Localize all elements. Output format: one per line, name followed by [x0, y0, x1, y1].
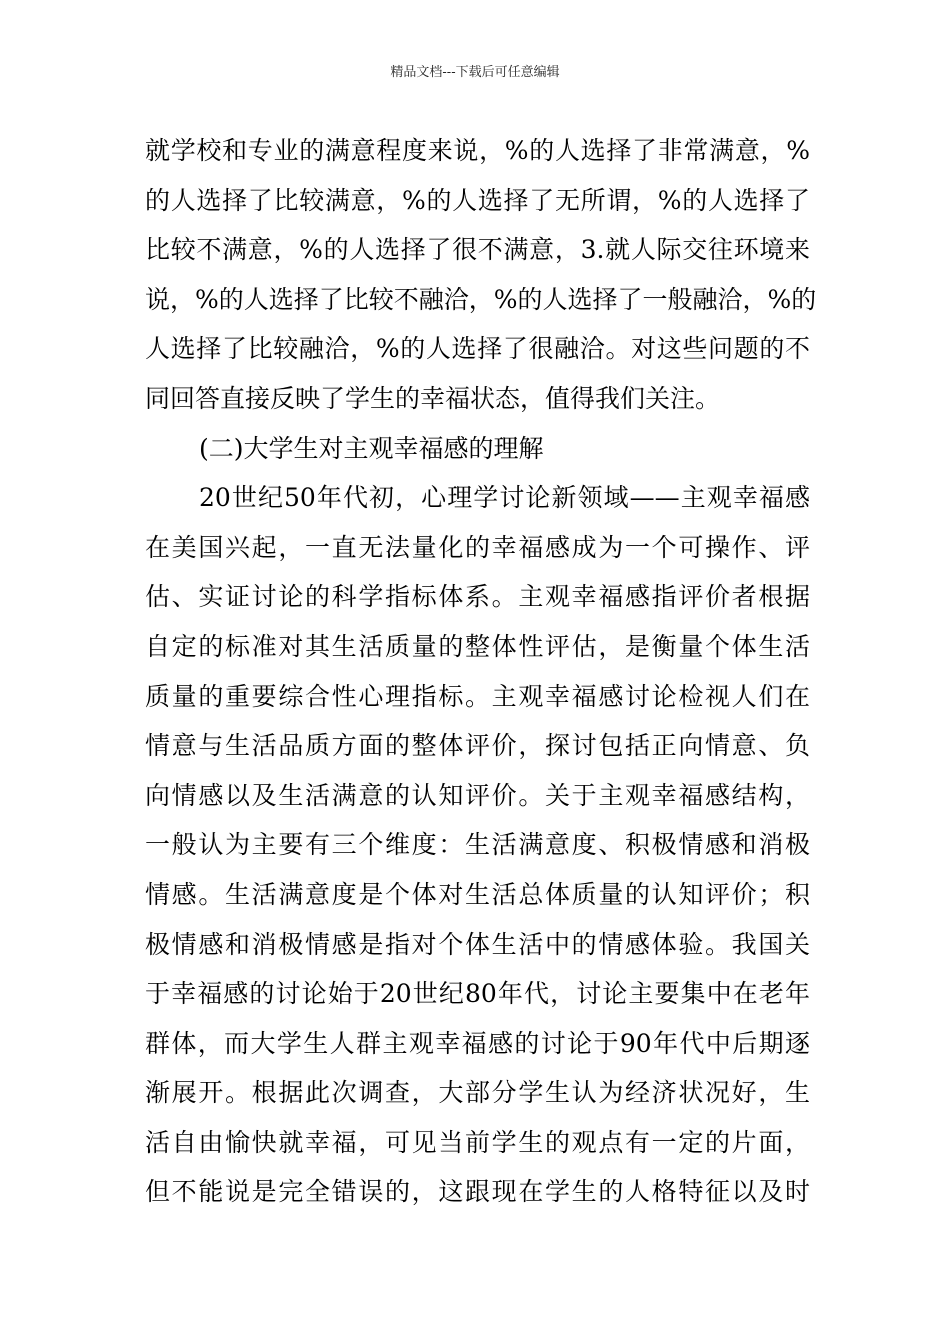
text-line: 比较不满意，%的人选择了很不满意，3.就人际交往环境来 [145, 235, 810, 265]
text-line: 活自由愉快就幸福，可见当前学生的观点有一定的片面， [145, 1127, 810, 1157]
text-line: 就学校和专业的满意程度来说，%的人选择了非常满意，% [145, 136, 810, 165]
text-line: 极情感和消极情感是指对个体生活中的情感体验。我国关 [145, 929, 810, 959]
text-line: 情感。生活满意度是个体对生活总体质量的认知评价；积 [145, 879, 810, 909]
text-line: 人选择了比较融洽，%的人选择了很融洽。对这些问题的不 [145, 334, 810, 364]
text-line: 渐展开。根据此次调查，大部分学生认为经济状况好，生 [145, 1078, 810, 1108]
document-body [145, 126, 817, 1217]
text-line: 同回答直接反映了学生的幸福状态，值得我们关注。 [145, 383, 721, 413]
section-heading: (二)大学生对主观幸福感的理解 [199, 433, 544, 463]
text-line: 20世纪50年代初，心理学讨论新领域——主观幸福感 [199, 483, 810, 513]
text-line: 质量的重要综合性心理指标。主观幸福感讨论检视人们在 [145, 681, 810, 711]
text-line: 一般认为主要有三个维度：生活满意度、积极情感和消极 [145, 830, 810, 860]
text-line: 向情感以及生活满意的认知评价。关于主观幸福感结构， [145, 780, 810, 810]
text-line: 群体，而大学生人群主观幸福感的讨论于90年代中后期逐 [145, 1028, 810, 1058]
text-line: 估、实证讨论的科学指标体系。主观幸福感指评价者根据 [145, 582, 810, 612]
text-line: 情意与生活品质方面的整体评价，探讨包括正向情意、负 [145, 731, 810, 761]
text-line: 于幸福感的讨论始于20世纪80年代，讨论主要集中在老年 [145, 979, 810, 1009]
text-line: 但不能说是完全错误的，这跟现在学生的人格特征以及时 [145, 1177, 810, 1207]
page-header: 精品文档---下载后可任意编辑 [390, 65, 560, 80]
text-line: 自定的标准对其生活质量的整体性评估，是衡量个体生活 [145, 631, 810, 661]
text-line: 的人选择了比较满意，%的人选择了无所谓，%的人选择了 [145, 185, 810, 215]
text-line: 在美国兴起，一直无法量化的幸福感成为一个可操作、评 [145, 532, 810, 562]
text-line: 说，%的人选择了比较不融洽，%的人选择了一般融洽，%的 [145, 284, 817, 314]
